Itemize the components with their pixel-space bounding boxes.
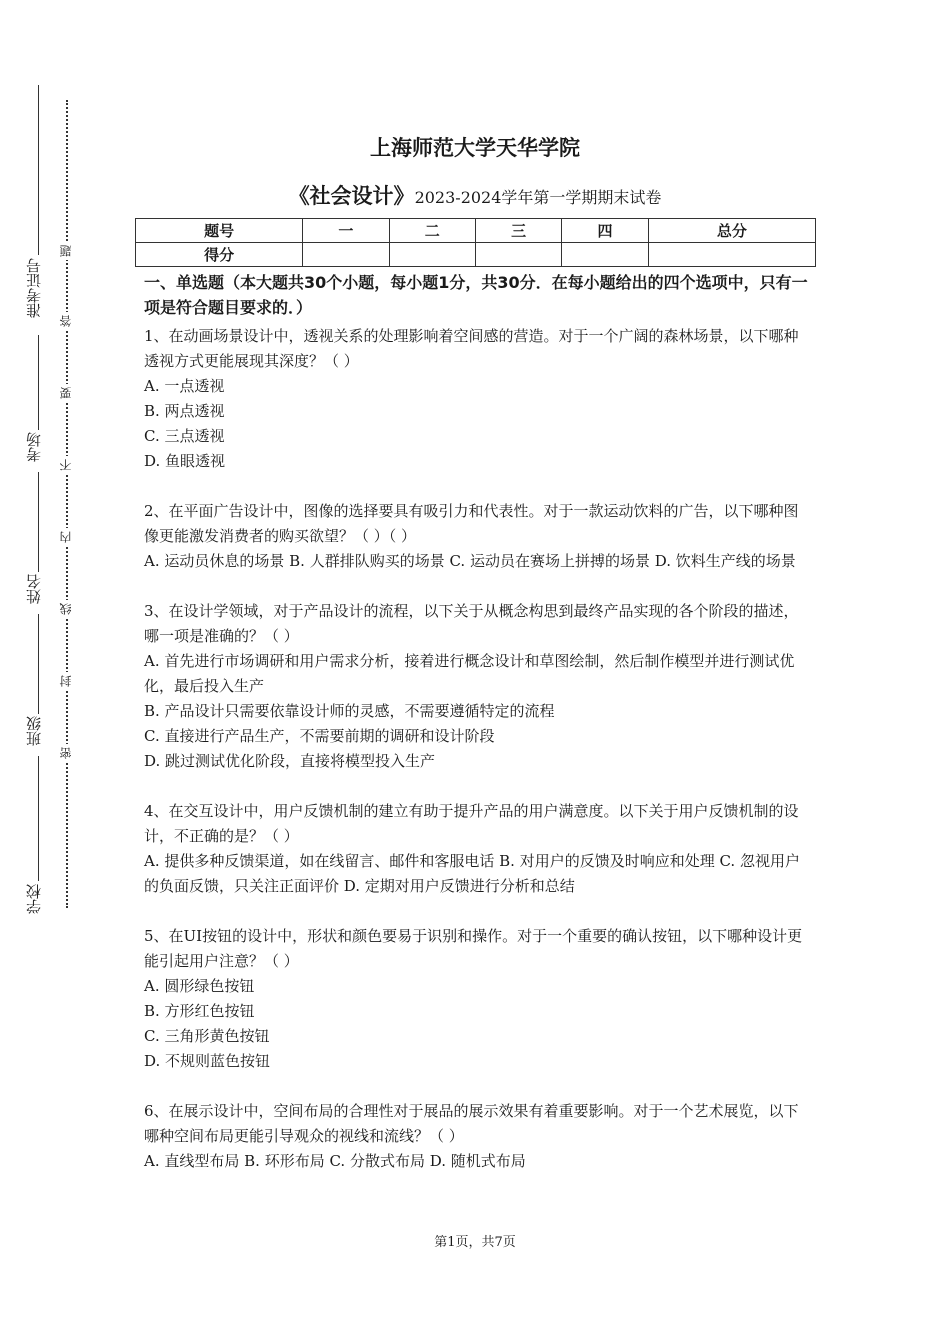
exam-term: 2023-2024学年第一学期期末试卷 (414, 188, 662, 207)
school-title: 上海师范大学天华学院 (370, 136, 580, 160)
seal-word-nei: 内 (60, 528, 73, 546)
question-stem: 6、在展示设计中，空间布局的合理性对于展品的展示效果有着重要影响。对于一个艺术展览，以下哪种空间布局更能引导观众的视线和流线？（ ） (144, 1102, 799, 1145)
seal-dotted-line (66, 100, 68, 908)
score-cell-4: 四 (562, 219, 648, 243)
question-option: A. 首先进行市场调研和用户需求分析，接着进行概念设计和草图绘制，然后制作模型并进行测试优化，最后投入生产 (144, 652, 795, 695)
question-option: D. 鱼眼透视 (144, 452, 226, 470)
question-option: C. 直接进行产品生产，不需要前期的调研和设计阶段 (144, 727, 495, 745)
score-entry-3 (475, 243, 561, 267)
question-options: A. 直线型布局 B. 环形布局 C. 分散式布局 D. 随机式布局 (144, 1152, 526, 1170)
seal-word-mi: 密 (60, 744, 73, 762)
binding-line-4 (38, 614, 39, 714)
binding-label-school: 学校 (25, 884, 43, 914)
question-stem: 5、在UI按钮的设计中，形状和颜色要易于识别和操作。对于一个重要的确认按钮，以下哪种设计更能引起用户注意？（ ） (144, 927, 803, 970)
seal-word-feng: 封 (60, 672, 73, 690)
score-entry-4 (562, 243, 648, 267)
score-table-header-row (136, 219, 816, 243)
score-cell-label: 题号 (136, 219, 303, 243)
course-name: 《社会设计》 (288, 184, 415, 208)
score-row-label: 得分 (136, 243, 303, 267)
seal-word-bu: 不 (60, 456, 73, 474)
question-stem: 3、在设计学领域，对于产品设计的流程，以下关于从概念构思到最终产品实现的各个阶段的描述，哪一项是准确的？（ ） (144, 602, 799, 645)
question-2 (144, 499, 809, 574)
question-stem: 4、在交互设计中，用户反馈机制的建立有助于提升产品的用户满意度。以下关于用户反馈机制的设计，不正确的是？（ ） (144, 802, 799, 845)
question-4 (144, 799, 809, 899)
binding-label-class: 班级 (25, 716, 43, 746)
question-option: A. 圆形绿色按钮 (144, 977, 255, 995)
question-option: B. 产品设计只需要依靠设计师的灵感，不需要遵循特定的流程 (144, 702, 555, 720)
score-entry-2 (389, 243, 475, 267)
score-entry-1 (303, 243, 389, 267)
score-cell-2: 二 (389, 219, 475, 243)
question-option: C. 三点透视 (144, 427, 225, 445)
binding-line-5 (38, 756, 39, 881)
question-option: B. 方形红色按钮 (144, 1002, 255, 1020)
question-option: A. 一点透视 (144, 377, 225, 395)
score-cell-1: 一 (303, 219, 389, 243)
question-stem: 1、在动画场景设计中，透视关系的处理影响着空间感的营造。对于一个广阔的森林场景，以下哪种透视方式更能展现其深度？（ ） (144, 327, 799, 370)
score-table (135, 218, 816, 267)
score-table-score-row (136, 243, 816, 267)
section-heading: 一、单选题（本大题共30个小题，每小题1分，共30分．在每小题给出的四个选项中，只有一项是符合题目要求的．） (144, 273, 808, 317)
seal-word-xian: 线 (60, 600, 73, 618)
score-cell-total: 总分 (648, 219, 815, 243)
score-entry-total (648, 243, 815, 267)
binding-line-2 (38, 335, 39, 430)
binding-line-3 (38, 472, 39, 572)
question-stem: 2、在平面广告设计中，图像的选择要具有吸引力和代表性。对于一款运动饮料的广告，以下哪种图像更能激发消费者的购买欲望？（ ）（ ） (144, 502, 799, 545)
question-options: A. 提供多种反馈渠道，如在线留言、邮件和客服电话 B. 对用户的反馈及时响应和处理 C. 忽视用户的负面反馈，只关注正面评价 D. 定期对用户反馈进行分析和总结 (144, 852, 800, 895)
question-1 (144, 324, 809, 474)
question-5 (144, 924, 809, 1074)
binding-label-name: 姓名 (25, 574, 43, 604)
question-options: A. 运动员休息的场景 B. 人群排队购买的场景 C. 运动员在赛场上拼搏的场景 D. 饮料生产线的场景 (144, 552, 796, 570)
question-6 (144, 1099, 809, 1174)
score-cell-3: 三 (475, 219, 561, 243)
question-option: C. 三角形黄色按钮 (144, 1027, 270, 1045)
binding-line-1 (38, 85, 39, 255)
seal-word-yao: 要 (60, 384, 73, 402)
page-footer: 第1页，共7页 (434, 1235, 516, 1250)
question-option: D. 跳过测试优化阶段，直接将模型投入生产 (144, 752, 436, 770)
question-option: D. 不规则蓝色按钮 (144, 1052, 271, 1070)
question-option: B. 两点透视 (144, 402, 225, 420)
seal-word-da: 答 (60, 312, 73, 330)
question-3 (144, 599, 809, 774)
exam-title (0, 180, 950, 210)
binding-label-exam-room: 考场 (25, 432, 43, 462)
seal-word-ti: 题 (60, 242, 73, 260)
exam-content (144, 270, 809, 1199)
binding-label-exam-number: 准考证号 (25, 258, 43, 318)
